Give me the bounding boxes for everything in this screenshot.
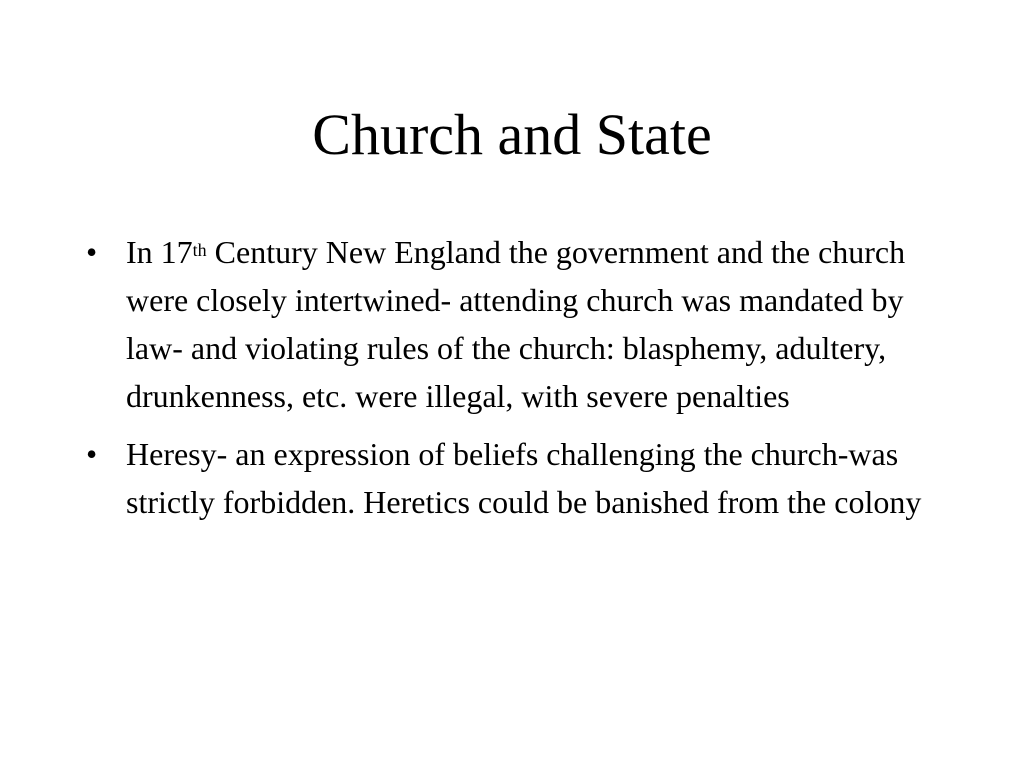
bullet-list [86,228,946,536]
slide-title: Church and State [312,102,712,167]
bullet-text: Century New England the government and the church were closely intertwined- attending church was mandated by law- and violating rules of the church: blasphemy, adultery, drunkenness, etc. were illegal, with severe penalties [126,234,906,414]
bullet-item-1 [86,228,946,420]
bullet-text: Heresy- an expression of beliefs challenging the church-was strictly forbidden. Heretics could be banished from the colony [126,436,922,520]
bullet-text-prefix: In 17 [126,234,193,270]
bullet-marker: • [86,234,98,270]
ordinal-superscript: th [192,240,207,260]
bullet-item-2 [86,430,946,526]
bullet-marker: • [86,436,98,472]
